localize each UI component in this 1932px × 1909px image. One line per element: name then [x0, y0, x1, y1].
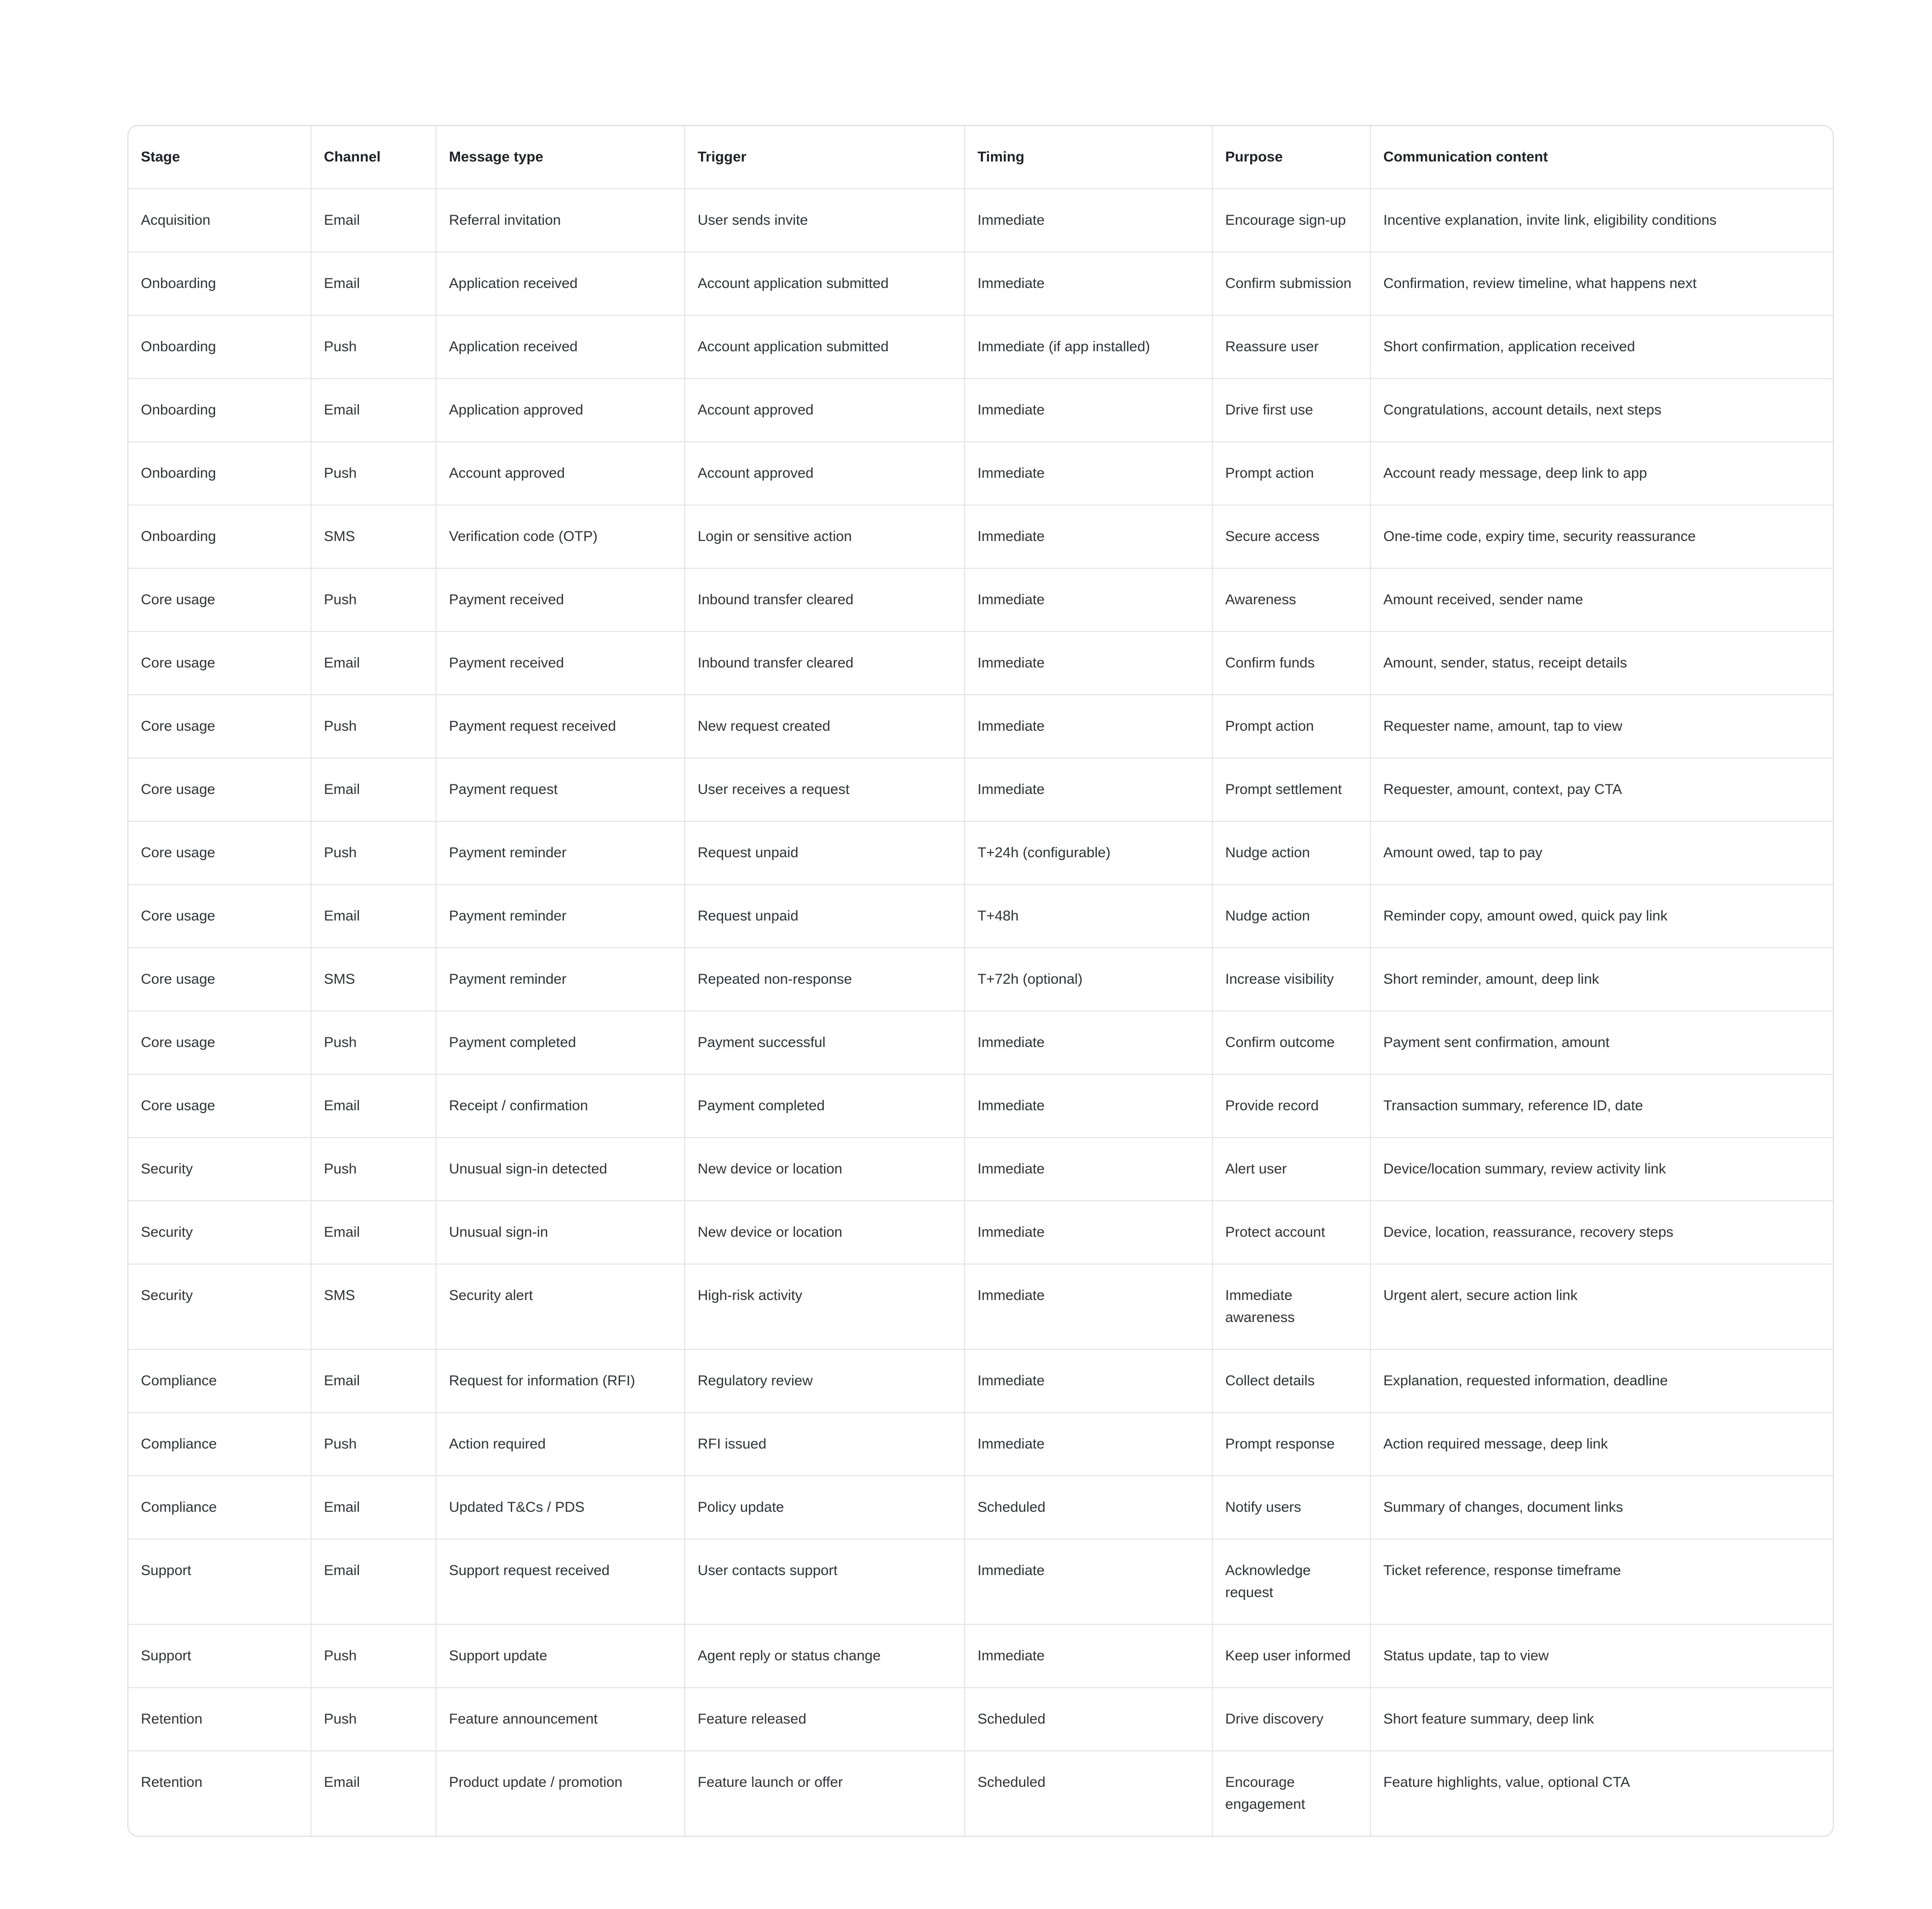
- table-cell-message-type: Verification code (OTP): [436, 505, 685, 568]
- table-cell-message-type: Unusual sign-in detected: [436, 1138, 685, 1201]
- table-row: [128, 1688, 1834, 1751]
- table-cell-communication-content: Payment sent confirmation, amount: [1370, 1011, 1834, 1074]
- table-cell-stage: Core usage: [128, 948, 311, 1011]
- table-cell-communication-content: Device, location, reassurance, recovery steps: [1370, 1201, 1834, 1264]
- table-row: [128, 252, 1834, 315]
- table-cell-message-type: Account approved: [436, 442, 685, 505]
- table-cell-purpose: Confirm submission: [1212, 252, 1370, 315]
- table-row: [128, 568, 1834, 632]
- table-cell-trigger: User receives a request: [685, 758, 965, 821]
- table-cell-trigger: Payment completed: [685, 1074, 965, 1138]
- table-row: [128, 1074, 1834, 1138]
- table-cell-stage: Compliance: [128, 1413, 311, 1476]
- table-cell-message-type: Action required: [436, 1413, 685, 1476]
- table-cell-purpose: Prompt response: [1212, 1413, 1370, 1476]
- table-cell-stage: Onboarding: [128, 315, 311, 379]
- table-cell-purpose: Prompt settlement: [1212, 758, 1370, 821]
- table-cell-trigger: Feature released: [685, 1688, 965, 1751]
- table-cell-trigger: New device or location: [685, 1201, 965, 1264]
- table-cell-stage: Retention: [128, 1688, 311, 1751]
- table-row: [128, 821, 1834, 885]
- table-row: [128, 695, 1834, 758]
- table-row: [128, 885, 1834, 948]
- table-cell-timing: Immediate (if app installed): [965, 315, 1212, 379]
- table-cell-communication-content: Account ready message, deep link to app: [1370, 442, 1834, 505]
- table-cell-trigger: Login or sensitive action: [685, 505, 965, 568]
- table-cell-channel: Email: [311, 758, 436, 821]
- table-cell-stage: Onboarding: [128, 442, 311, 505]
- table-cell-communication-content: Amount, sender, status, receipt details: [1370, 632, 1834, 695]
- table-row: [128, 315, 1834, 379]
- table-cell-timing: Immediate: [965, 505, 1212, 568]
- table-cell-message-type: Feature announcement: [436, 1688, 685, 1751]
- table-cell-message-type: Support request received: [436, 1539, 685, 1624]
- table-cell-timing: Scheduled: [965, 1751, 1212, 1836]
- table-cell-message-type: Security alert: [436, 1264, 685, 1349]
- table-cell-purpose: Collect details: [1212, 1349, 1370, 1413]
- table-cell-trigger: Account application submitted: [685, 252, 965, 315]
- table-cell-message-type: Receipt / confirmation: [436, 1074, 685, 1138]
- table-cell-communication-content: Amount owed, tap to pay: [1370, 821, 1834, 885]
- table-cell-purpose: Provide record: [1212, 1074, 1370, 1138]
- table-cell-trigger: Account approved: [685, 442, 965, 505]
- table-cell-timing: Immediate: [965, 1624, 1212, 1688]
- table-cell-timing: T+48h: [965, 885, 1212, 948]
- column-header-channel: Channel: [311, 126, 436, 189]
- table-cell-message-type: Product update / promotion: [436, 1751, 685, 1836]
- table-cell-communication-content: Amount received, sender name: [1370, 568, 1834, 632]
- table-cell-channel: SMS: [311, 948, 436, 1011]
- table-cell-trigger: New device or location: [685, 1138, 965, 1201]
- table-cell-communication-content: Transaction summary, reference ID, date: [1370, 1074, 1834, 1138]
- table-cell-trigger: Inbound transfer cleared: [685, 632, 965, 695]
- table-row: [128, 1476, 1834, 1539]
- table-cell-timing: Immediate: [965, 1138, 1212, 1201]
- table-cell-purpose: Immediate awareness: [1212, 1264, 1370, 1349]
- table-cell-stage: Core usage: [128, 1074, 311, 1138]
- table-cell-channel: Push: [311, 821, 436, 885]
- table-cell-stage: Security: [128, 1138, 311, 1201]
- table-cell-timing: Immediate: [965, 189, 1212, 252]
- table-cell-message-type: Application received: [436, 252, 685, 315]
- table-cell-message-type: Payment reminder: [436, 948, 685, 1011]
- table-cell-communication-content: Ticket reference, response timeframe: [1370, 1539, 1834, 1624]
- table-cell-trigger: Request unpaid: [685, 821, 965, 885]
- table-cell-timing: T+72h (optional): [965, 948, 1212, 1011]
- table-cell-timing: Immediate: [965, 1074, 1212, 1138]
- table-cell-message-type: Payment received: [436, 568, 685, 632]
- table-cell-communication-content: Requester name, amount, tap to view: [1370, 695, 1834, 758]
- table-cell-timing: Immediate: [965, 1413, 1212, 1476]
- table-row: [128, 948, 1834, 1011]
- table-cell-stage: Core usage: [128, 568, 311, 632]
- table-cell-trigger: Repeated non-response: [685, 948, 965, 1011]
- table-cell-purpose: Prompt action: [1212, 442, 1370, 505]
- table-cell-message-type: Payment request received: [436, 695, 685, 758]
- table-cell-purpose: Keep user informed: [1212, 1624, 1370, 1688]
- table-cell-trigger: Agent reply or status change: [685, 1624, 965, 1688]
- table-header-row: [128, 126, 1834, 189]
- table-cell-communication-content: Short feature summary, deep link: [1370, 1688, 1834, 1751]
- table-cell-timing: Scheduled: [965, 1688, 1212, 1751]
- table-cell-stage: Core usage: [128, 758, 311, 821]
- table-cell-channel: Email: [311, 885, 436, 948]
- table-cell-message-type: Request for information (RFI): [436, 1349, 685, 1413]
- table-cell-stage: Onboarding: [128, 252, 311, 315]
- table-cell-channel: Email: [311, 1349, 436, 1413]
- data-table: [128, 126, 1834, 1836]
- table-cell-channel: Email: [311, 1201, 436, 1264]
- table-cell-communication-content: Action required message, deep link: [1370, 1413, 1834, 1476]
- table-row: [128, 1138, 1834, 1201]
- table-cell-trigger: RFI issued: [685, 1413, 965, 1476]
- table-row: [128, 758, 1834, 821]
- table-cell-channel: Email: [311, 632, 436, 695]
- table-cell-stage: Support: [128, 1624, 311, 1688]
- table-cell-channel: Email: [311, 252, 436, 315]
- table-cell-purpose: Nudge action: [1212, 885, 1370, 948]
- table-cell-stage: Acquisition: [128, 189, 311, 252]
- table-cell-channel: Push: [311, 1688, 436, 1751]
- table-row: [128, 189, 1834, 252]
- table-cell-purpose: Increase visibility: [1212, 948, 1370, 1011]
- table-cell-stage: Compliance: [128, 1476, 311, 1539]
- table-cell-stage: Core usage: [128, 885, 311, 948]
- table-cell-communication-content: Summary of changes, document links: [1370, 1476, 1834, 1539]
- table-cell-channel: Email: [311, 1751, 436, 1836]
- table-cell-channel: Push: [311, 1413, 436, 1476]
- table-cell-communication-content: Reminder copy, amount owed, quick pay link: [1370, 885, 1834, 948]
- table-row: [128, 1751, 1834, 1836]
- table-cell-timing: Immediate: [965, 252, 1212, 315]
- table-cell-message-type: Support update: [436, 1624, 685, 1688]
- table-cell-stage: Core usage: [128, 821, 311, 885]
- table-cell-message-type: Application received: [436, 315, 685, 379]
- table-cell-purpose: Nudge action: [1212, 821, 1370, 885]
- table-cell-communication-content: Short confirmation, application received: [1370, 315, 1834, 379]
- table-cell-trigger: Inbound transfer cleared: [685, 568, 965, 632]
- table-cell-communication-content: Incentive explanation, invite link, eligibility conditions: [1370, 189, 1834, 252]
- table-cell-purpose: Confirm funds: [1212, 632, 1370, 695]
- table-cell-purpose: Protect account: [1212, 1201, 1370, 1264]
- table-cell-stage: Core usage: [128, 695, 311, 758]
- column-header-timing: Timing: [965, 126, 1212, 189]
- table-cell-channel: Push: [311, 315, 436, 379]
- table-cell-communication-content: Feature highlights, value, optional CTA: [1370, 1751, 1834, 1836]
- table-row: [128, 379, 1834, 442]
- table-row: [128, 1624, 1834, 1688]
- table-cell-timing: Immediate: [965, 695, 1212, 758]
- table-cell-trigger: User sends invite: [685, 189, 965, 252]
- table-cell-communication-content: Congratulations, account details, next steps: [1370, 379, 1834, 442]
- table-cell-purpose: Notify users: [1212, 1476, 1370, 1539]
- table-cell-purpose: Alert user: [1212, 1138, 1370, 1201]
- column-header-communication-content: Communication content: [1370, 126, 1834, 189]
- table-cell-timing: T+24h (configurable): [965, 821, 1212, 885]
- table-cell-trigger: Policy update: [685, 1476, 965, 1539]
- table-cell-channel: Email: [311, 189, 436, 252]
- table-cell-message-type: Updated T&Cs / PDS: [436, 1476, 685, 1539]
- table-cell-purpose: Awareness: [1212, 568, 1370, 632]
- table-cell-purpose: Acknowledge request: [1212, 1539, 1370, 1624]
- table-row: [128, 1413, 1834, 1476]
- table-cell-channel: Push: [311, 1624, 436, 1688]
- table-cell-trigger: Account application submitted: [685, 315, 965, 379]
- table-cell-purpose: Encourage engagement: [1212, 1751, 1370, 1836]
- table-row: [128, 1539, 1834, 1624]
- column-header-purpose: Purpose: [1212, 126, 1370, 189]
- table-cell-timing: Immediate: [965, 758, 1212, 821]
- table-row: [128, 632, 1834, 695]
- table-row: [128, 1264, 1834, 1349]
- table-cell-trigger: User contacts support: [685, 1539, 965, 1624]
- table-cell-timing: Scheduled: [965, 1476, 1212, 1539]
- table-cell-trigger: Feature launch or offer: [685, 1751, 965, 1836]
- table-card: [127, 125, 1834, 1837]
- table-cell-trigger: Request unpaid: [685, 885, 965, 948]
- table-row: [128, 442, 1834, 505]
- table-cell-channel: Email: [311, 1539, 436, 1624]
- table-cell-communication-content: One-time code, expiry time, security reassurance: [1370, 505, 1834, 568]
- table-cell-channel: Push: [311, 1011, 436, 1074]
- table-cell-communication-content: Short reminder, amount, deep link: [1370, 948, 1834, 1011]
- table-cell-stage: Security: [128, 1201, 311, 1264]
- table-row: [128, 1201, 1834, 1264]
- table-cell-communication-content: Requester, amount, context, pay CTA: [1370, 758, 1834, 821]
- table-cell-channel: SMS: [311, 505, 436, 568]
- table-cell-purpose: Encourage sign-up: [1212, 189, 1370, 252]
- table-cell-stage: Core usage: [128, 632, 311, 695]
- column-header-message-type: Message type: [436, 126, 685, 189]
- table-cell-trigger: New request created: [685, 695, 965, 758]
- table-cell-timing: Immediate: [965, 568, 1212, 632]
- table-cell-channel: Email: [311, 379, 436, 442]
- column-header-stage: Stage: [128, 126, 311, 189]
- column-header-trigger: Trigger: [685, 126, 965, 189]
- table-cell-channel: Push: [311, 442, 436, 505]
- table-row: [128, 1349, 1834, 1413]
- table-row: [128, 1011, 1834, 1074]
- table-cell-timing: Immediate: [965, 379, 1212, 442]
- table-row: [128, 505, 1834, 568]
- table-cell-trigger: Payment successful: [685, 1011, 965, 1074]
- table-cell-trigger: Account approved: [685, 379, 965, 442]
- table-cell-stage: Onboarding: [128, 379, 311, 442]
- table-cell-message-type: Unusual sign-in: [436, 1201, 685, 1264]
- table-cell-purpose: Drive first use: [1212, 379, 1370, 442]
- table-cell-timing: Immediate: [965, 442, 1212, 505]
- table-cell-communication-content: Confirmation, review timeline, what happens next: [1370, 252, 1834, 315]
- table-cell-trigger: High-risk activity: [685, 1264, 965, 1349]
- table-cell-purpose: Confirm outcome: [1212, 1011, 1370, 1074]
- table-cell-stage: Support: [128, 1539, 311, 1624]
- table-cell-message-type: Payment reminder: [436, 885, 685, 948]
- table-cell-channel: Push: [311, 1138, 436, 1201]
- table-cell-timing: Immediate: [965, 632, 1212, 695]
- table-cell-message-type: Payment completed: [436, 1011, 685, 1074]
- table-cell-stage: Core usage: [128, 1011, 311, 1074]
- table-cell-stage: Retention: [128, 1751, 311, 1836]
- table-cell-channel: Email: [311, 1074, 436, 1138]
- table-cell-timing: Immediate: [965, 1011, 1212, 1074]
- table-cell-purpose: Reassure user: [1212, 315, 1370, 379]
- table-cell-message-type: Payment reminder: [436, 821, 685, 885]
- table-cell-purpose: Secure access: [1212, 505, 1370, 568]
- table-cell-stage: Compliance: [128, 1349, 311, 1413]
- table-body: [128, 189, 1834, 1836]
- table-cell-purpose: Drive discovery: [1212, 1688, 1370, 1751]
- table-cell-communication-content: Status update, tap to view: [1370, 1624, 1834, 1688]
- table-cell-channel: SMS: [311, 1264, 436, 1349]
- table-cell-channel: Email: [311, 1476, 436, 1539]
- table-cell-purpose: Prompt action: [1212, 695, 1370, 758]
- table-cell-stage: Onboarding: [128, 505, 311, 568]
- table-cell-timing: Immediate: [965, 1201, 1212, 1264]
- table-cell-message-type: Payment request: [436, 758, 685, 821]
- table-cell-message-type: Payment received: [436, 632, 685, 695]
- table-cell-timing: Immediate: [965, 1264, 1212, 1349]
- table-cell-channel: Push: [311, 568, 436, 632]
- table-cell-communication-content: Device/location summary, review activity link: [1370, 1138, 1834, 1201]
- table-cell-timing: Immediate: [965, 1539, 1212, 1624]
- table-cell-communication-content: Explanation, requested information, deadline: [1370, 1349, 1834, 1413]
- table-cell-timing: Immediate: [965, 1349, 1212, 1413]
- table-cell-channel: Push: [311, 695, 436, 758]
- table-cell-message-type: Referral invitation: [436, 189, 685, 252]
- table-cell-communication-content: Urgent alert, secure action link: [1370, 1264, 1834, 1349]
- table-cell-message-type: Application approved: [436, 379, 685, 442]
- table-cell-stage: Security: [128, 1264, 311, 1349]
- table-cell-trigger: Regulatory review: [685, 1349, 965, 1413]
